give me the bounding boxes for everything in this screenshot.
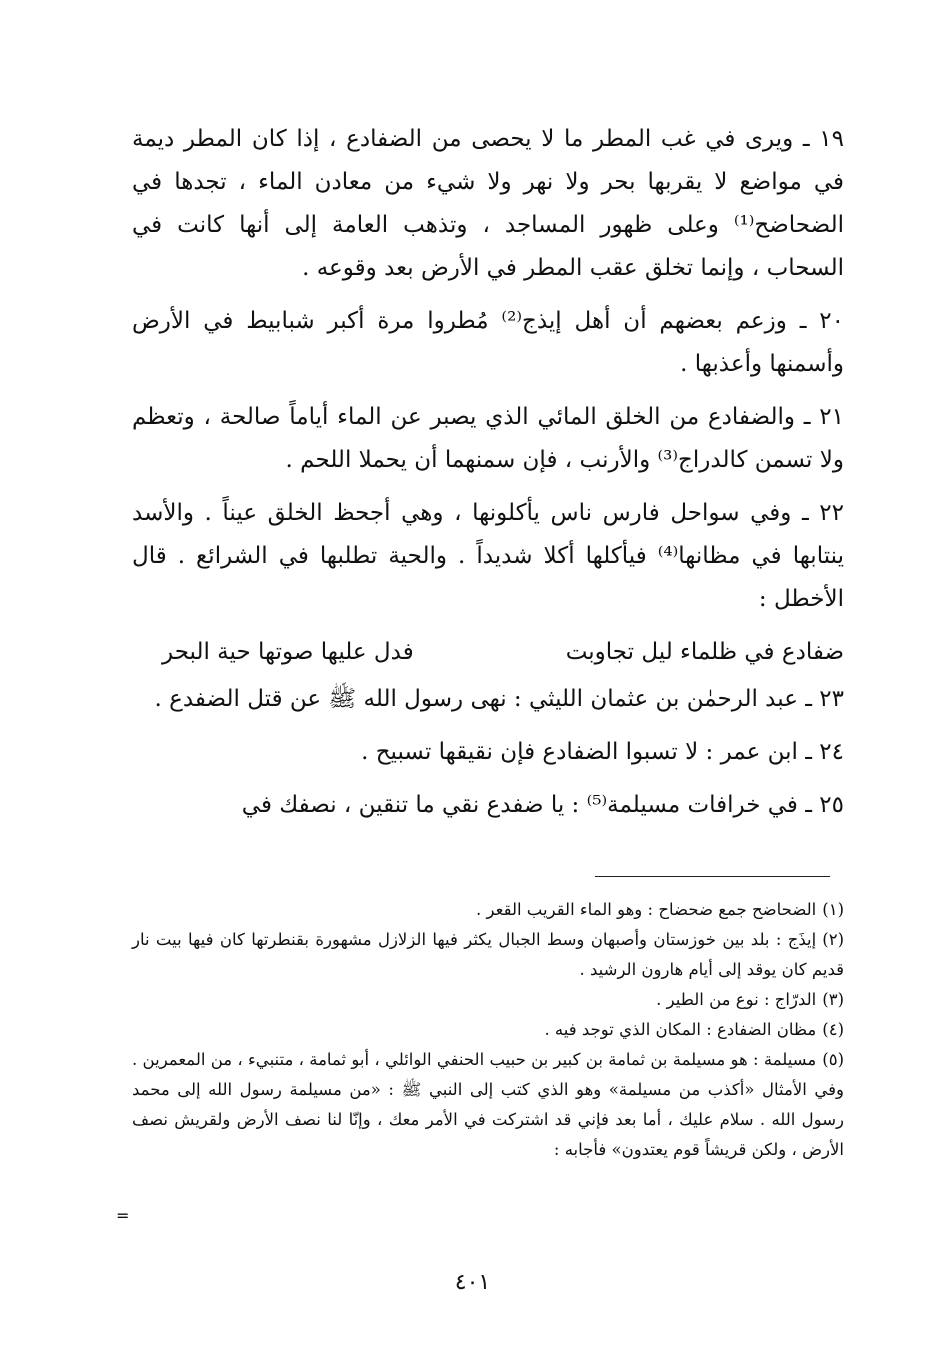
footnote-number: (٤) <box>822 1020 844 1039</box>
footnote-text: مسيلمة : هو مسيلمة بن ثمامة بن كبير بن حبيب الحنفي الوائلي ، أبو ثمامة ، متنبيء ، من المعمرين . وفي الأمثال «أكذب من مسيلمة» وهو الذي كتب إلى النبي ﷺ : «من مسيلمة رسول الله إلى محمد رسول الله . سلام عليك ، أما بعد فإني قد اشتركت في الأمر معك ، وإنّا لنا نصف الأرض ولقريش نصف الأرض ، ولكن قريشاً قوم يعتدون» فأجابه : <box>132 1050 844 1159</box>
paragraph-24: ٢٤ ـ ابن عمر : لا تسبوا الضفادع فإن نقيقها تسبيح . <box>361 739 844 765</box>
footnote-2 <box>132 925 844 985</box>
footnote-text: الدرّاج : نوع من الطير . <box>656 990 817 1009</box>
footnote-3 <box>132 985 844 1015</box>
footnote-number: (٢) <box>822 930 844 949</box>
paragraph-22: ٢٢ ـ وفي سواحل فارس ناس يأكلونها ، وهي أجحظ الخلق عيناً . والأسد ينتابها في مظانها⁽⁴⁾ فيأكلها أكلا شديداً . والحية تطلبها في الشرائع . قال الأخطل : <box>132 500 844 612</box>
paragraph-25: ٢٥ ـ في خرافات مسيلمة⁽⁵⁾ : يا ضفدع نقي ما تنقين ، نصفك في <box>241 792 844 818</box>
paragraph-21: ٢١ ـ والضفادع من الخلق المائي الذي يصبر عن الماء أياماً صالحة ، وتعظم ولا تسمن كالدراج⁽³⁾ والأرنب ، فإن سمنهما أن يحملا اللحم . <box>132 404 844 473</box>
footnote-4 <box>132 1015 844 1045</box>
footnote-text: الضحاضح جمع ضحضاح : وهو الماء القريب القعر . <box>476 900 817 919</box>
footnotes <box>132 895 844 1165</box>
poetry-verse <box>132 631 844 674</box>
paragraph-23: ٢٣ ـ عبد الرحمٰن بن عثمان الليثي : نهى رسول الله ﷺ عن قتل الضفدع . <box>154 686 844 712</box>
footnote-1 <box>132 895 844 925</box>
main-text <box>132 118 844 837</box>
footnote-number: (٣) <box>822 990 844 1009</box>
footnote-text: إيذَج : بلد بين خوزستان وأصبهان وسط الجبال يكثر فيها الزلازل مشهورة بقنطرتها كان فيها بيت نار قديم كان يوقد إلى أيام هارون الرشيد . <box>132 930 844 979</box>
paragraph-19: ١٩ ـ ويرى في غب المطر ما لا يحصى من الضفادع ، إذا كان المطر ديمة في مواضع لا يقربها بحر ولا نهر ولا شيء من معادن الماء ، تجدها في الضحاضح⁽¹⁾ وعلى ظهور المساجد ، وتذهب العامة إلى أنها كانت في السحاب ، وإنما تخلق عقب المطر في الأرض بعد وقوعه . <box>132 126 844 281</box>
footnote-number: (٥) <box>822 1050 844 1069</box>
paragraph-20: ٢٠ ـ وزعم بعضهم أن أهل إيذج⁽²⁾ مُطروا مرة أكبر شبابيط في الأرض وأسمنها وأعذبها . <box>132 308 845 377</box>
page-number: ٤٠١ <box>454 1270 491 1295</box>
verse-first-hemistich: ضفادع في ظلماء ليل تجاوبت <box>565 639 844 665</box>
verse-second-hemistich: فدل عليها صوتها حية البحر <box>162 639 414 665</box>
footnote-text: مظان الضفادع : المكان الذي توجد فيه . <box>544 1020 817 1039</box>
footnote-5 <box>132 1045 844 1165</box>
footnote-separator <box>595 876 830 877</box>
footnote-number: (١) <box>822 900 844 919</box>
continuation-mark: = <box>116 1206 130 1225</box>
